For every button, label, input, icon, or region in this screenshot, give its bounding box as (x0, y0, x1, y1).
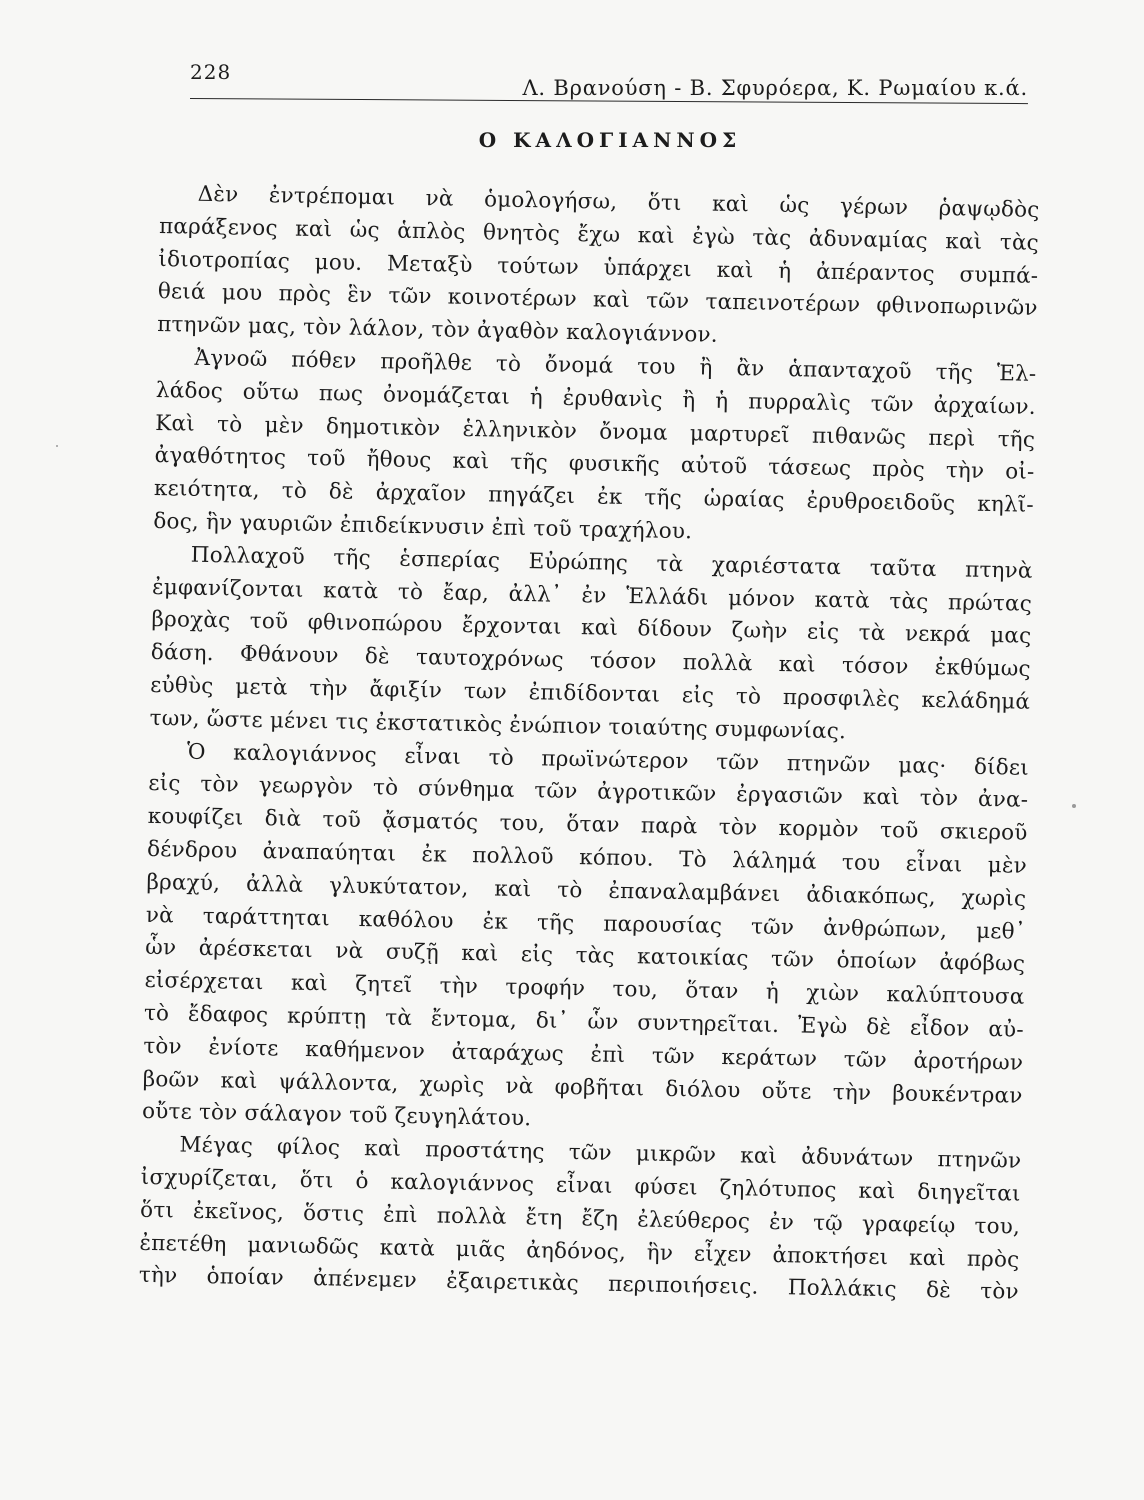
text-line: Πολλαχοῦ τῆς ἑσπερίας Εὐρώπης τὰ χαριέστατα ταῦτα πτηνὰ (190, 542, 1033, 584)
text-line: βραχύ, ἀλλὰ γλυκύτατον, καὶ τὸ ἐπαναλαμβάνει ἀδιακόπως, χωρὶς (146, 869, 1027, 912)
text-line: δένδρου ἀναπαύηται ἐκ πολλοῦ κόπου. Τὸ λάλημά του εἶναι μὲν (146, 836, 1028, 879)
text-line: Ἀγνοῶ πόθεν προῆλθε τὸ ὄνομά του ἢ ἂν ἁπανταχοῦ τῆς Ἑλ- (194, 345, 1037, 387)
text-line: λάδος οὕτω πως ὀνομάζεται ἡ ἐρυθανὶς ἢ ἡ πυρραλὶς τῶν ἀρχαίων. (155, 377, 1037, 420)
running-head: Λ. Βρανούση - Β. Σφυρόερα, Κ. Ρωμαίου κ.ά. (522, 76, 1028, 100)
page-number: 228 (190, 60, 232, 84)
text-line: Μέγας φίλος καὶ προστάτης τῶν μικρῶν καὶ ἀδυνάτων πτηνῶν (179, 1132, 1022, 1174)
body-text (139, 178, 1040, 1310)
scan-speck (1072, 804, 1076, 808)
page-header (190, 58, 1028, 102)
text-line: εἰσέρχεται καὶ ζητεῖ τὴν τροφήν του, ὅταν ἡ χιὼν καλύπτουσα (144, 967, 1025, 1010)
text-line: πτηνῶν μας, τὸν λάλον, τὸν ἀγαθὸν καλογιάννον. (156, 312, 719, 348)
text-line: παράξενος καὶ ὡς ἁπλὸς θνητὸς ἔχω καὶ ἐγὼ τὰς ἀδυναμίας καὶ τὰς (158, 213, 1040, 256)
text-line: θειά μου πρὸς ἓν τῶν κοινοτέρων καὶ τῶν ταπεινοτέρων φθινοπωρινῶν (157, 279, 1038, 322)
text-line: οὔτε τὸν σάλαγον τοῦ ζευγηλάτου. (141, 1099, 532, 1132)
text-line: νὰ ταράττηται καθόλου ἐκ τῆς παρουσίας τῶν ἀνθρώπων, μεθ᾿ (145, 902, 1026, 945)
text-line: τὴν ὁποίαν ἀπένεμεν ἐξαιρετικὰς περιποιήσεις. Πολλάκις δὲ τὸν (138, 1263, 1020, 1305)
scan-speck (56, 445, 58, 447)
text-line: τὸ ἔδαφος κρύπτῃ τὰ ἔντομα, δι᾿ ὧν συντηρεῖται. Ἐγὼ δὲ εἶδον αὐ- (143, 1000, 1025, 1043)
text-line: ἰδιοτροπίας μου. Μεταξὺ τούτων ὑπάρχει καὶ ἡ ἀπέραντος συμπά- (158, 246, 1039, 289)
text-line: κουφίζει διὰ τοῦ ᾄσματός του, ὅταν παρὰ τὸν κορμὸν τοῦ σκιεροῦ (147, 804, 1028, 846)
text-line: ἀγαθότητος τοῦ ἤθους καὶ τῆς φυσικῆς αὐτοῦ τάσεως πρὸς τὴν οἰ- (154, 443, 1035, 486)
text-line: Δὲν ἐντρέπομαι νὰ ὁμολογήσω, ὅτι καὶ ὡς γέρων ῥαψῳδὸς (197, 181, 1040, 223)
text-line: ἐπετέθη μανιωδῶς κατὰ μιᾶς ἀηδόνος, ἣν εἶχεν ἀποκτήσει καὶ πρὸς (139, 1230, 1020, 1273)
text-line: δάση. Φθάνουν δὲ ταυτοχρόνως τόσον πολλὰ καὶ τόσον ἐκθύμως (150, 640, 1031, 682)
text-line: ὅτι ἐκεῖνος, ὅστις ἐπὶ πολλὰ ἔτη ἔζη ἐλεύθερος ἐν τῷ γραφείῳ του, (139, 1197, 1021, 1240)
text-line: βροχὰς τοῦ φθινοπώρου ἔρχονται καὶ δίδουν ζωὴν εἰς τὰ νεκρά μας (151, 607, 1032, 650)
text-line: Ὁ καλογιάννος εἶναι τὸ πρωϊνώτερον τῶν πτηνῶν μας· δίδει (186, 739, 1030, 781)
text-line: κειότητα, τὸ δὲ ἀρχαῖον πηγάζει ἐκ τῆς ὡραίας ἐρυθροειδοῦς κηλῖ- (153, 476, 1035, 519)
text-line: των, ὥστε μένει τις ἐκστατικὸς ἐνώπιον τοιαύτης συμφωνίας. (149, 705, 847, 745)
text-line: δος, ἣν γαυριῶν ἐπιδείκνυσιν ἐπὶ τοῦ τραχήλου. (153, 508, 693, 545)
page-title: Ο ΚΑΛΟΓΙΑΝΝΟΣ (478, 128, 742, 152)
text-line: Καὶ τὸ μὲν δημοτικὸν ἑλληνικὸν ὄνομα μαρτυρεῖ πιθανῶς περὶ τῆς (155, 410, 1036, 453)
text-line: ὧν ἀρέσκεται νὰ συζῇ καὶ εἰς τὰς κατοικίας τῶν ὁποίων ἀφόβως (144, 935, 1026, 978)
text-line: εἰς τὸν γεωργὸν τὸ σύνθημα τῶν ἀγροτικῶν ἐργασιῶν καὶ τὸν ἀνα- (148, 771, 1029, 814)
text-line: ἰσχυρίζεται, ὅτι ὁ καλογιάννος εἶναι φύσει ζηλότυπος καὶ διηγεῖται (140, 1164, 1021, 1207)
text-line: τὸν ἐνίοτε καθήμενον ἀταράχως ἐπὶ τῶν κεράτων τῶν ἀροτήρων (143, 1033, 1024, 1076)
text-line: βοῶν καὶ ψάλλοντα, χωρὶς νὰ φοβῆται διόλου οὔτε τὴν βουκέντραν (142, 1066, 1023, 1109)
text-line: ἐμφανίζονται κατὰ τὸ ἔαρ, ἀλλ᾿ ἐν Ἑλλάδι μόνον κατὰ τὰς πρώτας (151, 574, 1033, 617)
text-line: εὐθὺς μετὰ τὴν ἄφιξίν των ἐπιδίδονται εἰς τὸ προσφιλὲς κελάδημά (150, 672, 1031, 715)
